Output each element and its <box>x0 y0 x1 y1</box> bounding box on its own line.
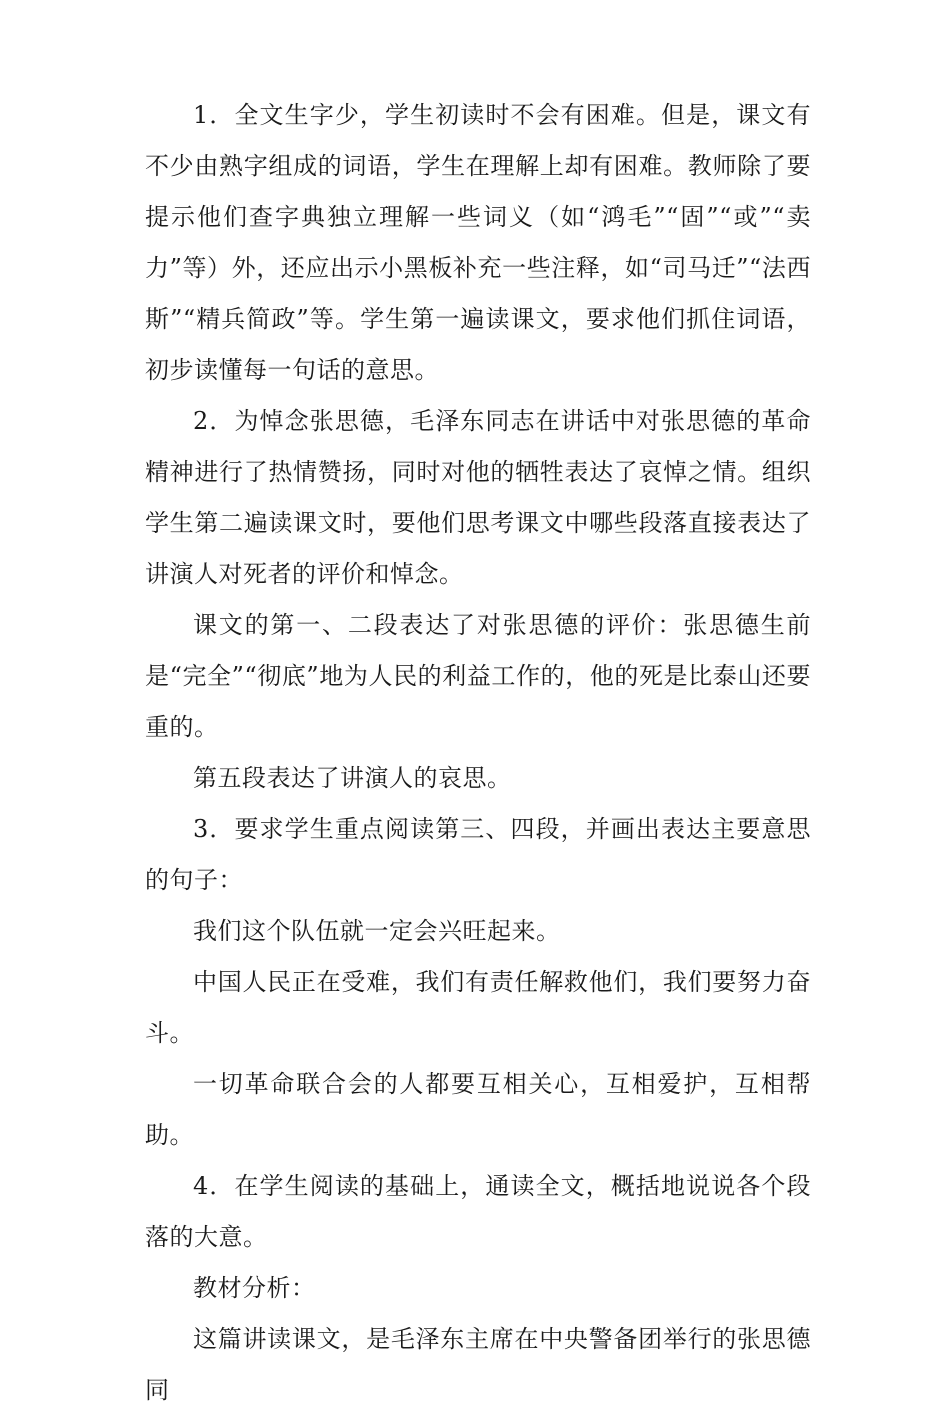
paragraph-4: 第五段表达了讲演人的哀思。 <box>193 764 512 792</box>
paragraph-5: 3．要求学生重点阅读第三、四段，并画出表达主要意思的句子： <box>145 815 811 894</box>
document-body <box>145 90 811 1416</box>
paragraph-3: 课文的第一、二段表达了对张思德的评价：张思德生前是“完全”“彻底”地为人民的利益工作的，他的死是比泰山还要重的。 <box>145 611 811 741</box>
paragraph-2: 2．为悼念张思德，毛泽东同志在讲话中对张思德的革命精神进行了热情赞扬，同时对他的牺牲表达了哀悼之情。组织学生第二遍读课文时，要他们思考课文中哪些段落直接表达了讲演人对死者的评价和悼念。 <box>145 407 811 588</box>
paragraph-8: 一切革命联合会的人都要互相关心，互相爱护，互相帮助。 <box>145 1070 811 1149</box>
paragraph-7: 中国人民正在受难，我们有责任解救他们，我们要努力奋斗。 <box>145 968 811 1047</box>
paragraph-9: 4．在学生阅读的基础上，通读全文，概括地说说各个段落的大意。 <box>145 1172 811 1251</box>
paragraph-1: 1．全文生字少，学生初读时不会有困难。但是，课文有不少由熟字组成的词语，学生在理解上却有困难。教师除了要提示他们查字典独立理解一些词义（如“鸿毛”“固”“或”“卖力”等）外，还应出示小黑板补充一些注释，如“司马迁”“法西斯”“精兵简政”等。学生第一遍读课文，要求他们抓住词语，初步读懂每一句话的意思。 <box>145 101 811 384</box>
section-heading: 教材分析： <box>193 1274 316 1302</box>
paragraph-10: 这篇讲读课文，是毛泽东主席在中央警备团举行的张思德同 <box>145 1325 811 1404</box>
paragraph-6: 我们这个队伍就一定会兴旺起来。 <box>193 917 561 945</box>
